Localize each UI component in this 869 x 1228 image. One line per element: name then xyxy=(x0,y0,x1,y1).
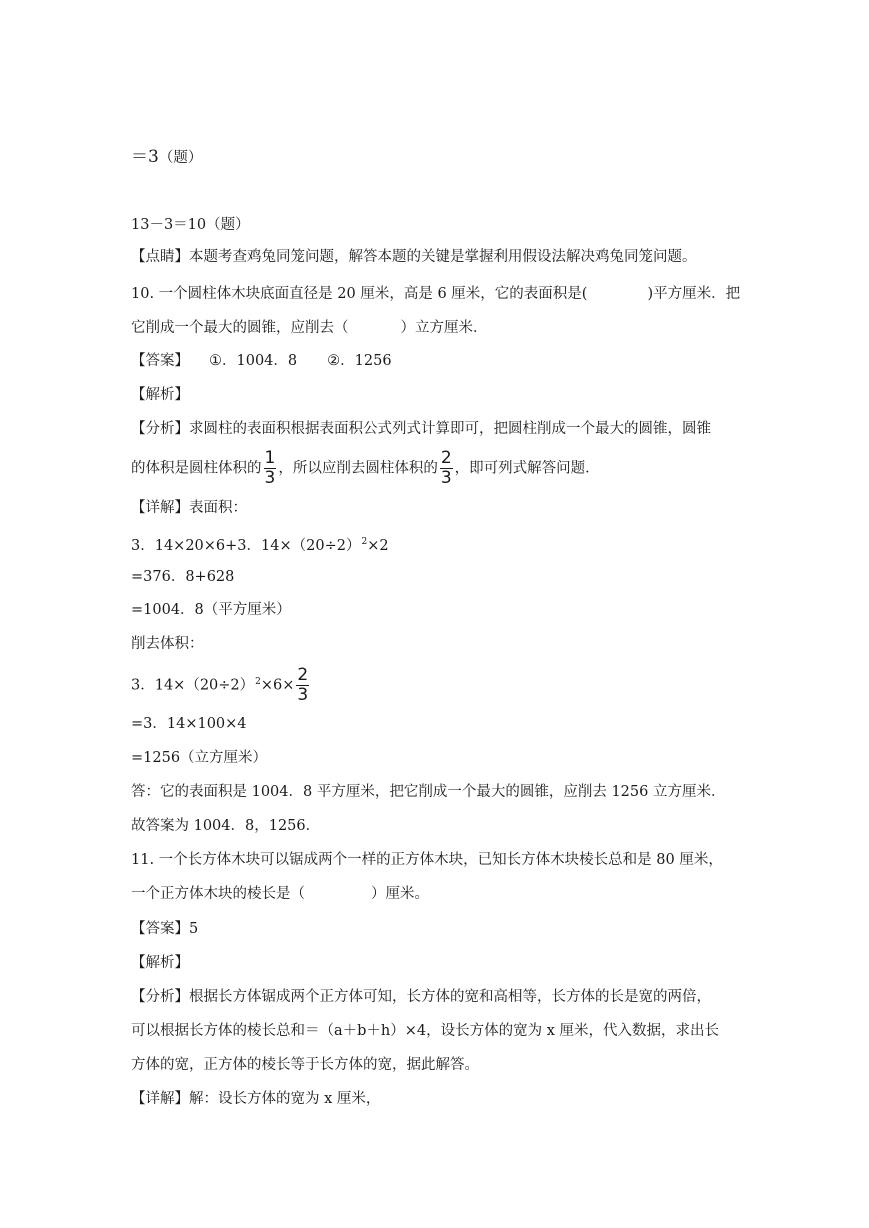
xiangjie-11: 【详解】解：设长方体的宽为 x 厘米， xyxy=(131,1091,381,1107)
xiangjie-10: 【详解】表面积： xyxy=(131,500,247,516)
exponent: 2 xyxy=(255,676,261,687)
fenxi-11-line1: 【分析】根据长方体锯成两个正方体可知，长方体的宽和高相等，长方体的长是宽的两倍， xyxy=(131,989,711,1005)
calc-line-2: =376．8+628 xyxy=(131,569,235,585)
fraction-two-thirds xyxy=(296,667,309,704)
calc-line-6: =1256（立方厘米） xyxy=(131,750,268,766)
q10-text-c: 它削成一个最大的圆锥，应削去（ xyxy=(131,320,349,336)
fraction-numerator: 1 xyxy=(264,448,276,468)
answer-label: 【答案】 xyxy=(131,353,189,369)
dianjing-note: 【点睛】本题考查鸡兔同笼问题，解答本题的关键是掌握利用假设法解决鸡兔同笼问题。 xyxy=(131,249,697,265)
result-value: ＝3 xyxy=(131,147,159,167)
fraction-denominator: 3 xyxy=(297,685,309,705)
q10-text-a: 10. 一个圆柱体木块底面直径是 20 厘米，高是 6 厘米，它的表面积是( xyxy=(131,286,588,302)
fraction-two-thirds xyxy=(440,450,453,487)
calc-line-5: =3．14×100×4 xyxy=(131,716,247,732)
result-unit: （题） xyxy=(158,150,203,166)
fraction-denominator: 3 xyxy=(440,468,452,488)
q10-text-d: ）立方厘米． xyxy=(400,320,488,336)
fenxi-text: ，即可列式解答问题． xyxy=(454,460,600,477)
fenxi-11-line3: 方体的宽，正方体的棱长等于长方体的宽，据此解答。 xyxy=(131,1057,479,1073)
calc-text: ×2 xyxy=(367,538,389,554)
fenxi-text: 的体积是圆柱体积的 xyxy=(131,460,262,477)
calc-line-1 xyxy=(131,531,389,557)
line-subtraction: 13－3＝10（题） xyxy=(131,217,250,233)
q11-text-a: 一个正方体木块的棱长是（ xyxy=(131,886,305,902)
exponent: 2 xyxy=(361,537,368,547)
answer-10-part2: ②．1256 xyxy=(327,353,392,369)
calc-line-4 xyxy=(131,667,311,704)
question-11-line2 xyxy=(131,883,429,905)
fraction-one-third xyxy=(264,450,277,487)
final-answer-10: 故答案为 1004．8，1256． xyxy=(131,818,321,834)
q10-text-b: )平方厘米．把 xyxy=(647,286,741,302)
calc-line-3: =1004．8（平方厘米） xyxy=(131,602,291,618)
fenxi-10-line1: 【分析】求圆柱的表面积根据表面积公式列式计算即可，把圆柱削成一个最大的圆锥，圆锥 xyxy=(131,421,711,437)
line-result-3 xyxy=(131,146,202,169)
fenxi-text: ，所以应削去圆柱体积的 xyxy=(278,460,438,477)
calc-text: ×6× xyxy=(260,677,295,694)
fenxi-11-line2: 可以根据长方体的棱长总和＝（a＋b＋h）×4，设长方体的宽为 x 厘米，代入数据，求出长 xyxy=(131,1023,720,1039)
question-11-line1: 11. 一个长方体木块可以锯成两个一样的正方体木块，已知长方体木块棱长总和是 80 厘米， xyxy=(131,852,723,868)
answer-10-part1: ①．1004．8 xyxy=(209,353,298,369)
q11-text-b: ）厘米。 xyxy=(371,886,429,902)
fenxi-10-line2 xyxy=(131,450,600,487)
question-10-line2 xyxy=(131,317,488,339)
calc-text: 3．14×20×6+3．14×（20÷2） xyxy=(131,538,361,554)
fraction-denominator: 3 xyxy=(264,468,276,488)
jiexi-heading: 【解析】 xyxy=(131,387,189,403)
fraction-numerator: 2 xyxy=(440,448,452,468)
answer-11: 【答案】5 xyxy=(131,921,199,937)
question-10-line1 xyxy=(131,283,740,305)
calc-text: 3．14×（20÷2） xyxy=(131,677,255,694)
fraction-numerator: 2 xyxy=(297,665,309,685)
answer-10 xyxy=(131,350,392,372)
jiexi-heading: 【解析】 xyxy=(131,955,189,971)
xuequ-label: 削去体积： xyxy=(131,636,204,652)
answer-statement-10: 答：它的表面积是 1004．8 平方厘米，把它削成一个最大的圆锥，应削去 1256 立方厘米． xyxy=(131,784,726,800)
